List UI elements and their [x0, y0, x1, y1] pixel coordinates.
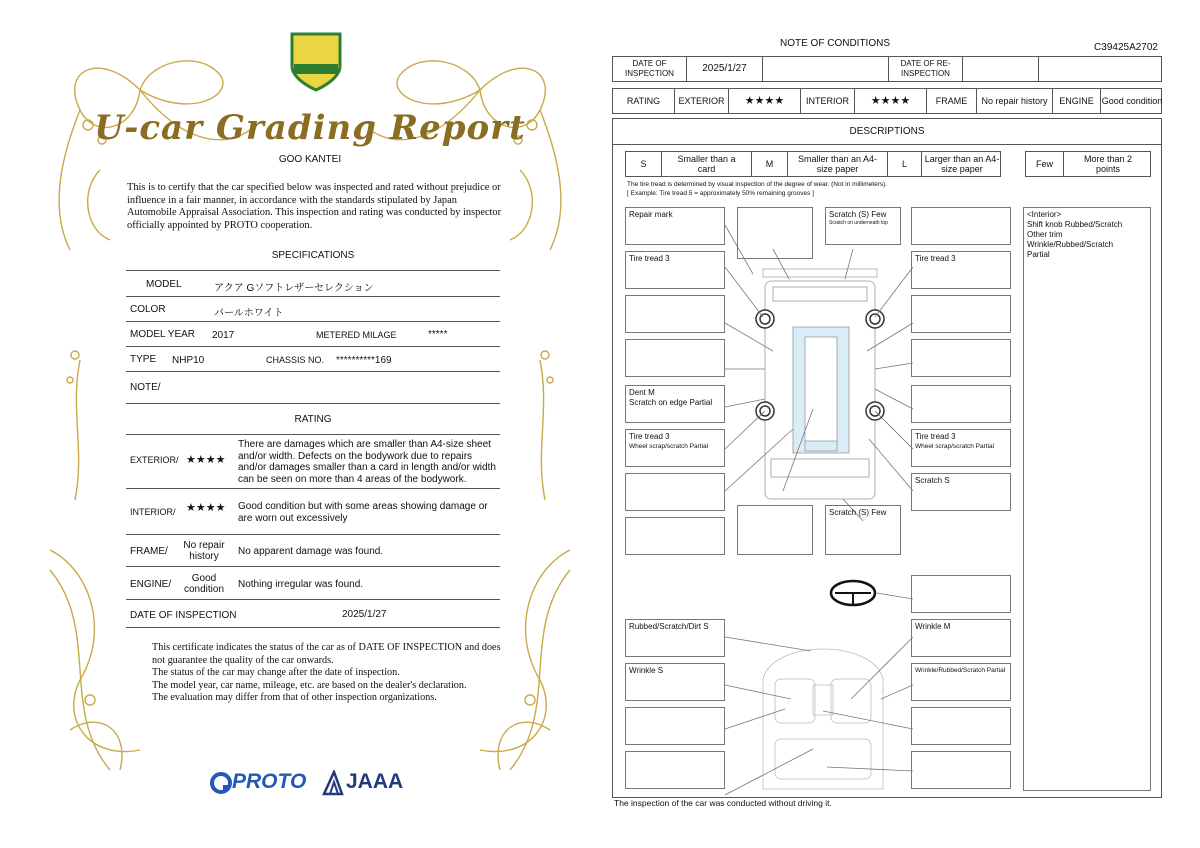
frame-description: No apparent damage was found.: [238, 546, 384, 557]
sheet-title: NOTE OF CONDITIONS: [780, 38, 890, 49]
tire-tread-example: [ Example: Tire tread 5 = approximately 50% remaining grooves ]: [627, 190, 814, 197]
note-box-right-2: [911, 339, 1011, 377]
engine-value: Good condition: [183, 573, 225, 595]
certificate-notes: This certificate indicates the status of the car as of DATE OF INSPECTION and does not guarantee the quality of the car onwards. The status of the car may change after the date of inspection. The model year, car name, mileage, etc. are based on the dealer's declaration. The evaluation may differ from that of other inspection organizations.: [152, 642, 501, 704]
metered-value: *****: [428, 329, 448, 340]
note-box-interior-right-2: [911, 751, 1011, 789]
note-box-rear-left: [737, 505, 813, 555]
frame-value: No repair history: [183, 540, 225, 562]
note-box-front-right: [911, 207, 1011, 245]
note-box-interior-right-1: [911, 707, 1011, 745]
note-box-tire-front-right: Tire tread 3: [911, 251, 1011, 289]
exterior-description: There are damages which are smaller than A4-size sheet and/or width. Defects on the bodywork due to repairs and/or damages smaller than a card in length and/or width can be seen on more than 4 areas of the bodywork.: [238, 439, 496, 485]
note-box-right-1: [911, 295, 1011, 333]
rating-heading: RATING: [294, 414, 332, 425]
descriptions-panel: [612, 118, 1162, 798]
note-box-front-top: Scratch (S) Few Scratch on underneath top: [825, 207, 901, 245]
note-box-front-left: [737, 207, 813, 259]
rating-summary-table: RATING EXTERIOR ★★★★ INTERIOR ★★★★ FRAME No repair history ENGINE Good condition: [612, 88, 1162, 114]
rating-row-engine: ENGINE/ Good condition Nothing irregular was found.: [126, 567, 500, 600]
interior-rating: ★★★★: [855, 89, 927, 113]
rating-row-interior: INTERIOR/ ★★★★ Good condition but with some areas showing damage or are worn out excessively: [126, 489, 500, 535]
frequency-legend: Few More than 2 points: [1025, 151, 1151, 177]
proto-logo-icon: [210, 772, 232, 794]
note-box-left-2: [625, 339, 725, 377]
sheet-footer: The inspection of the car was conducted without driving it.: [614, 798, 832, 808]
exterior-stars: ★★★★: [186, 454, 226, 466]
note-box-wrinkle-m: Wrinkle M: [911, 619, 1011, 657]
note-box-rubbed: Rubbed/Scratch/Dirt S: [625, 619, 725, 657]
note-box-steering: [911, 575, 1011, 613]
certificate-intro: This is to certify that the car specified below was inspected and rated without prejudice or influence in a fair manner, in accordance with the standards stipulated by Japan Automobile Appraisal Association. This inspection and rating was conducted by inspector officially appointed by PROTO cooperation.: [127, 182, 502, 231]
note-box-left-5: [625, 517, 725, 555]
note-box-scratch-s: Scratch S: [911, 473, 1011, 511]
note-box-interior-left-2: [625, 751, 725, 789]
note-box-wrinkle-rubbed: Wrinkle/Rubbed/Scratch Partial: [911, 663, 1011, 701]
inspection-date-table: DATE OF INSPECTION 2025/1/27 DATE OF RE-INSPECTION: [612, 56, 1162, 82]
footer-logos: [210, 768, 450, 798]
engine-rating: Good condition: [1101, 96, 1163, 106]
spec-row-color: COLOR パールホワイト: [126, 297, 500, 322]
descriptions-heading: DESCRIPTIONS: [613, 119, 1161, 145]
spec-row-model-year: MODEL YEAR 2017 METERED MILAGE *****: [126, 322, 500, 347]
inspection-date-value: 2025/1/27: [687, 57, 763, 81]
grading-certificate: [40, 30, 580, 820]
exterior-rating: ★★★★: [729, 89, 801, 113]
goo-kantei-badge: [288, 30, 344, 92]
note-box-dent: Dent M Scratch on edge Partial: [625, 385, 725, 423]
note-box-left-1: [625, 295, 725, 333]
proto-logo: PROTO: [232, 770, 307, 793]
model-value: アクア Gソフトレザーセレクション: [214, 283, 374, 294]
tire-tread-note: The tire tread is determined by visual inspection of the degree of wear. (Not in millimeters).: [627, 181, 888, 188]
rating-row-exterior: EXTERIOR/ ★★★★ There are damages which are smaller than A4-size sheet and/or width. Defects on the bodywork due to repairs and/or damages smaller than a card in length and/or width can be seen on more than 4 areas of the bodywork.: [126, 435, 500, 489]
color-value: パールホワイト: [214, 308, 284, 319]
note-box-wrinkle-s: Wrinkle S: [625, 663, 725, 701]
date-of-inspection-value: 2025/1/27: [342, 609, 387, 620]
note-box-tire-rear-right: Tire tread 3 Wheel scrap/scratch Partial: [911, 429, 1011, 467]
note-box-right-3: [911, 385, 1011, 423]
interior-description: Good condition but with some areas showing damage or are worn out excessively: [238, 501, 488, 524]
note-box-rear-center: Scratch (S) Few: [825, 505, 901, 555]
note-box-interior-left-1: [625, 707, 725, 745]
rating-row-date: DATE OF INSPECTION 2025/1/27: [126, 600, 500, 628]
damage-size-legend: S Smaller than a card M Smaller than an A4-size paper L Larger than an A4-size paper: [625, 151, 1001, 177]
note-of-conditions-sheet: [610, 30, 1166, 820]
note-box-left-4: [625, 473, 725, 511]
certificate-subtitle: GOO KANTEI: [278, 154, 342, 165]
interior-notes-box: <Interior> Shift knob Rubbed/Scratch Other trim Wrinkle/Rubbed/Scratch Partial: [1023, 207, 1151, 791]
sheet-code: C39425A2702: [1094, 42, 1158, 53]
spec-row-type: TYPE NHP10 CHASSIS NO. **********169: [126, 347, 500, 372]
jaaa-logo: JAAA: [346, 770, 404, 793]
rating-row-frame: FRAME/ No repair history No apparent damage was found.: [126, 535, 500, 567]
chassis-value: **********169: [336, 355, 392, 366]
type-value: NHP10: [172, 355, 205, 366]
model-year-value: 2017: [212, 330, 235, 341]
note-box-tire-rear-left: Tire tread 3 Wheel scrap/scratch Partial: [625, 429, 725, 467]
frame-rating: No repair history: [977, 89, 1053, 113]
certificate-title: U-car Grading Report: [94, 108, 526, 148]
interior-stars: ★★★★: [186, 502, 226, 514]
engine-description: Nothing irregular was found.: [238, 579, 364, 590]
note-box-tire-front-left: Tire tread 3: [625, 251, 725, 289]
spec-row-model: MODEL アクア Gソフトレザーセレクション: [126, 271, 500, 297]
specifications-heading: SPECIFICATIONS: [271, 250, 355, 261]
jaaa-logo-icon: [322, 770, 344, 796]
note-box-repair-mark: Repair mark: [625, 207, 725, 245]
spec-row-note: NOTE/: [126, 372, 500, 404]
